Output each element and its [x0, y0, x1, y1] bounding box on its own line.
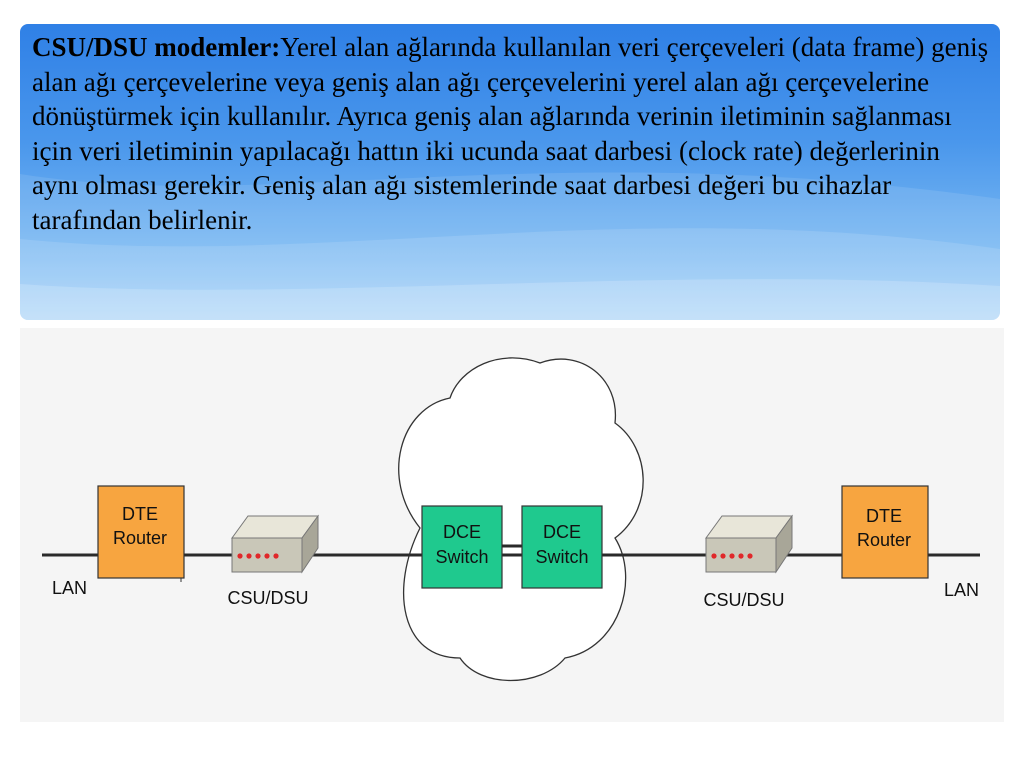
- right-router-line2: Router: [856, 530, 912, 550]
- right-dce-switch: [522, 506, 602, 588]
- right-router-line1: DTE: [866, 506, 902, 526]
- left-router-line1: DTE: [122, 504, 158, 524]
- right-switch-line2: Switch: [535, 547, 589, 567]
- network-diagram: [20, 328, 1004, 722]
- left-switch-line1: DCE: [442, 522, 482, 542]
- right-dte-router: [842, 486, 928, 578]
- left-router-line2: Router: [112, 528, 168, 548]
- description-paragraph: [32, 30, 992, 237]
- left-dce-switch: [422, 506, 502, 588]
- left-csu-dsu: [232, 516, 318, 572]
- right-lan-label: LAN: [944, 580, 980, 600]
- left-switch-line2: Switch: [435, 547, 489, 567]
- left-csu-label: CSU/DSU: [227, 588, 309, 608]
- right-csu-dsu: [706, 516, 792, 572]
- left-dte-router: [98, 486, 184, 582]
- paragraph-lead: CSU/DSU modemler:: [32, 32, 281, 62]
- right-switch-line1: DCE: [542, 522, 582, 542]
- paragraph-body: Yerel alan ağlarında kullanılan veri çerçeveleri (data frame) geniş alan ağı çerçevelerine veya geniş alan ağı çerçevelerini yerel alan ağı çerçevelerine dönüştürmek için kullanılır. Ayrıca geniş alan ağlarında verinin iletiminin sağlanması için veri iletiminin yapılacağı hattın iki ucunda saat darbesi (clock rate) değerlerinin aynı olması gerekir. Geniş alan ağı sistemlerinde saat darbesi değeri bu cihazlar tarafından belirlenir.: [32, 32, 989, 235]
- right-csu-label: CSU/DSU: [703, 590, 785, 610]
- left-lan-label: LAN: [52, 578, 88, 598]
